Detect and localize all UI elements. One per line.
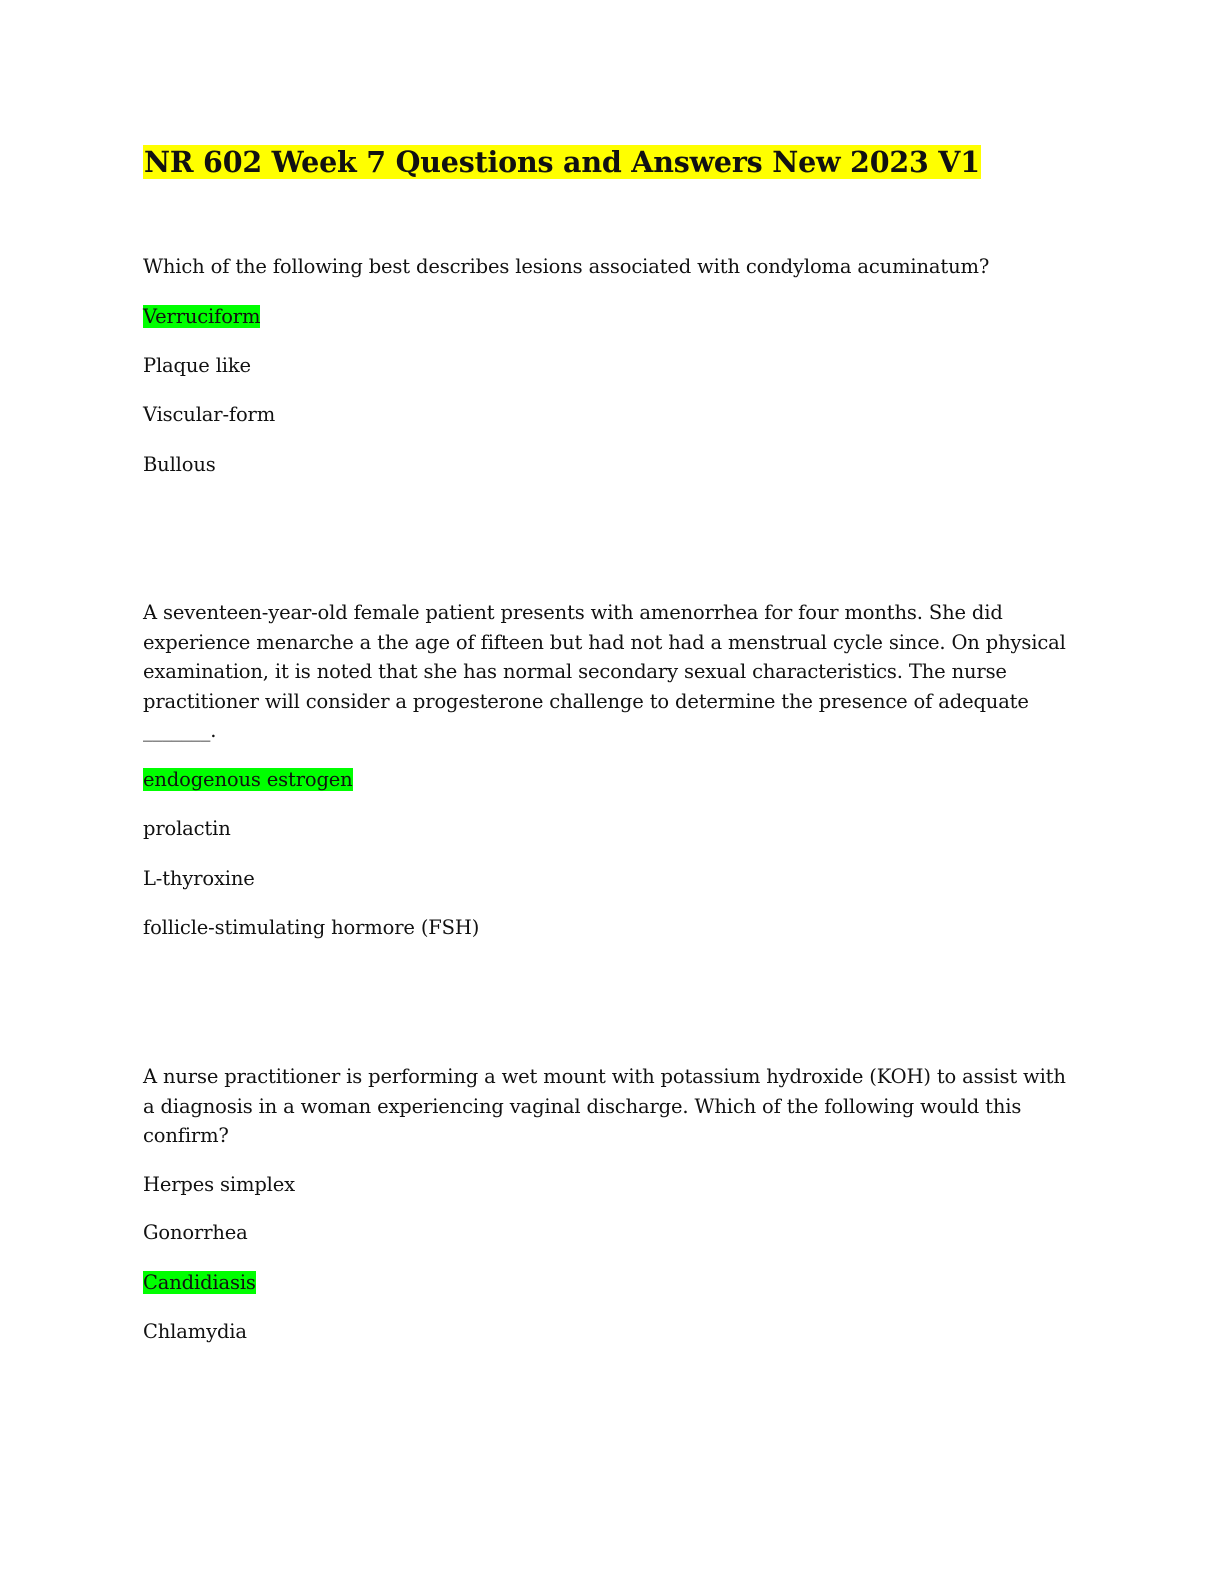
highlighted-answer: endogenous estrogen bbox=[143, 768, 353, 791]
question-1-option-1 bbox=[143, 304, 260, 330]
question-3-option-3 bbox=[143, 1270, 256, 1296]
document-title bbox=[143, 143, 981, 181]
question-3-option-4: Chlamydia bbox=[143, 1320, 247, 1343]
question-1-text: Which of the following best describes lesions associated with condyloma acuminatum? bbox=[143, 255, 990, 278]
question-1-option-4: Bullous bbox=[143, 453, 216, 476]
question-3-option-2: Gonorrhea bbox=[143, 1221, 248, 1244]
question-2-option-4: follicle-stimulating hormore (FSH) bbox=[143, 916, 480, 939]
question-1-option-2: Plaque like bbox=[143, 354, 251, 377]
question-2-option-2: prolactin bbox=[143, 817, 231, 840]
question-2-option-1 bbox=[143, 767, 353, 793]
question-1-option-3: Viscular-form bbox=[143, 403, 276, 426]
question-3-option-1: Herpes simplex bbox=[143, 1173, 295, 1196]
document-title-text: NR 602 Week 7 Questions and Answers New 2023 V1 bbox=[144, 145, 980, 179]
highlighted-answer: Verruciform bbox=[143, 305, 261, 328]
question-2-text: A seventeen-year-old female patient presents with amenorrhea for four months. She did experience menarche a the age of fifteen but had not had a menstrual cycle since. On physical examination, it is noted that she has normal secondary sexual characteristics. The nurse practitioner will consider a progesterone challenge to determine the presence of adequate _______. bbox=[143, 601, 1066, 743]
question-3-text: A nurse practitioner is performing a wet mount with potassium hydroxide (KOH) to assist with a diagnosis in a woman experiencing vaginal discharge. Which of the following would this confirm? bbox=[143, 1065, 1066, 1148]
question-2-option-3: L-thyroxine bbox=[143, 867, 255, 890]
highlighted-answer: Candidiasis bbox=[143, 1271, 256, 1294]
